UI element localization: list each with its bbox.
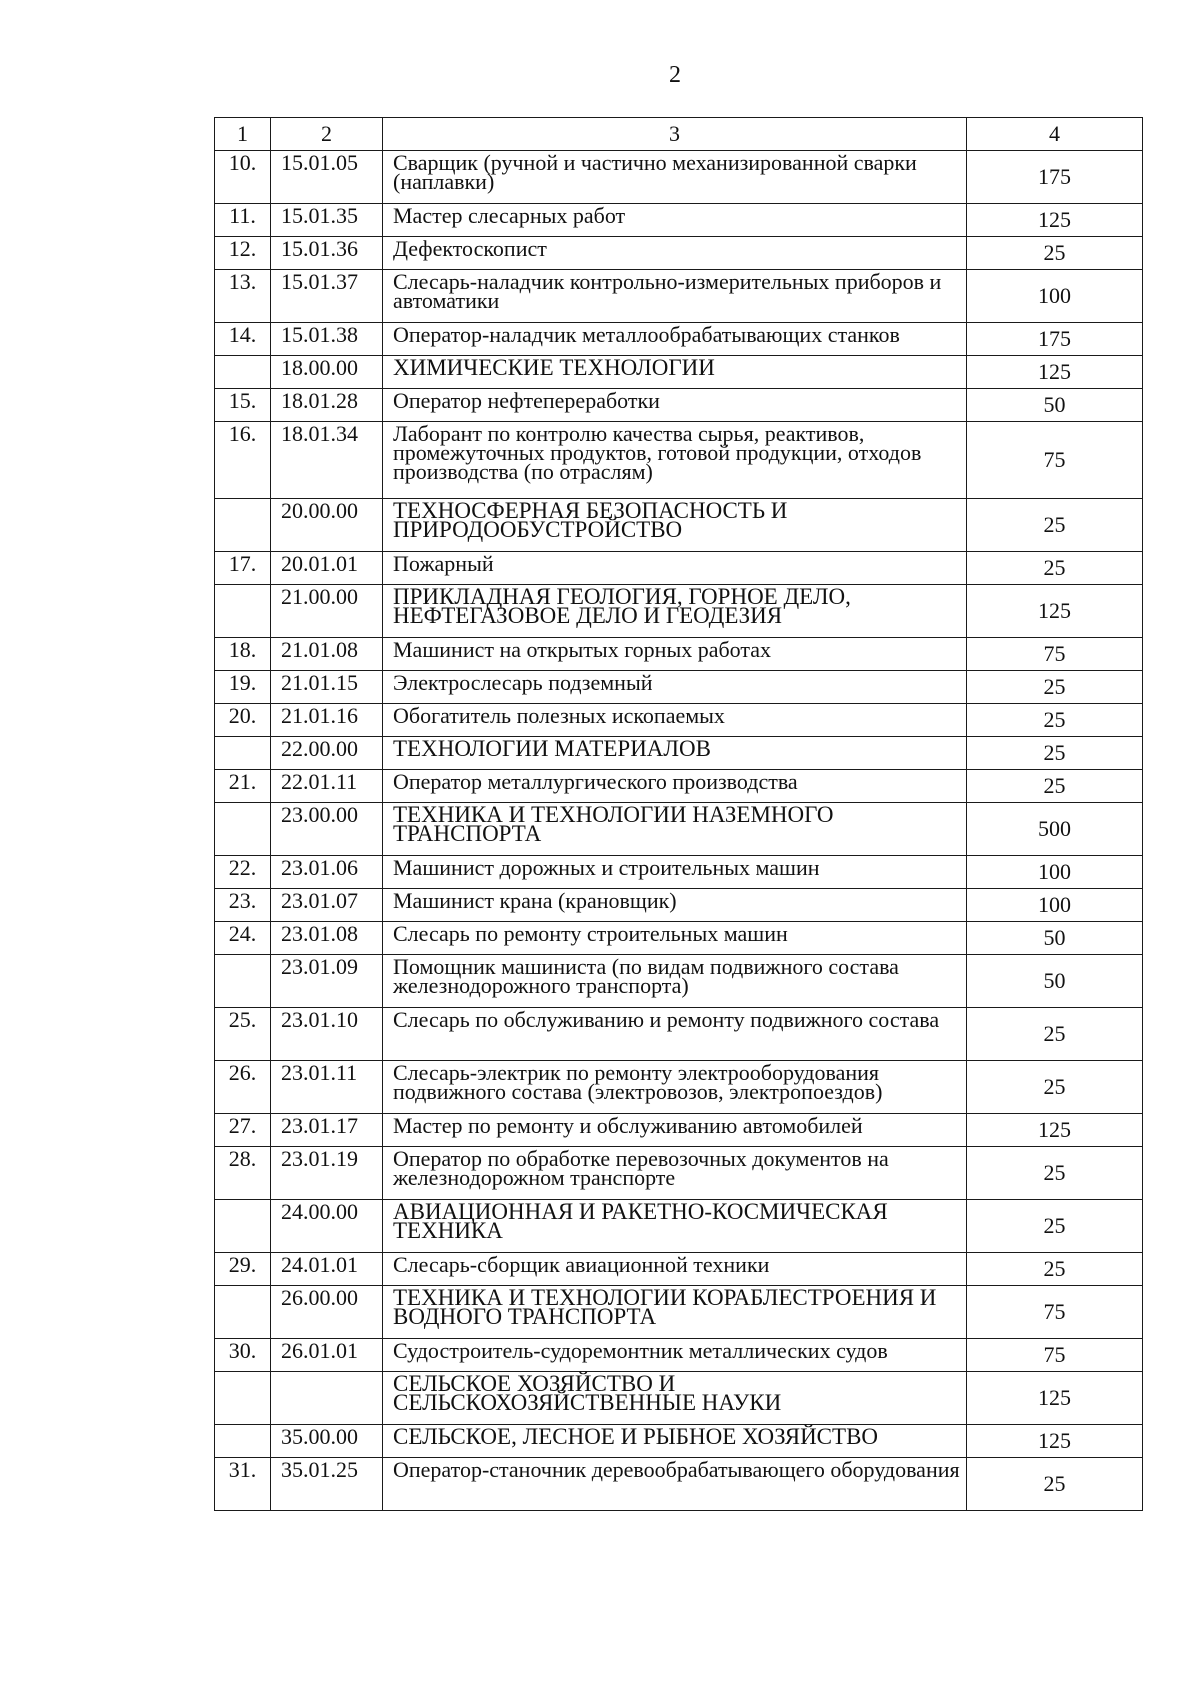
specialty-code-cell: 20.00.00 xyxy=(271,499,383,552)
quantity-cell: 25 xyxy=(967,552,1143,585)
specialty-code-cell: 23.01.19 xyxy=(271,1147,383,1200)
table-row xyxy=(215,552,1143,585)
specialty-code-cell: 21.00.00 xyxy=(271,585,383,638)
quantity-cell: 100 xyxy=(967,270,1143,323)
table-row xyxy=(215,422,1143,499)
quantity-cell: 25 xyxy=(967,1458,1143,1511)
specialty-code-cell: 22.01.11 xyxy=(271,770,383,803)
row-number-cell: 27. xyxy=(215,1114,271,1147)
row-number-cell xyxy=(215,356,271,389)
specialty-code-cell: 23.01.10 xyxy=(271,1008,383,1061)
quantity-cell: 75 xyxy=(967,1286,1143,1339)
row-number-cell: 20. xyxy=(215,704,271,737)
quantity-cell: 50 xyxy=(967,922,1143,955)
row-number-cell: 12. xyxy=(215,237,271,270)
table-row xyxy=(215,704,1143,737)
section-row xyxy=(215,356,1143,389)
table-header-row xyxy=(215,118,1143,151)
specialty-code-cell: 21.01.16 xyxy=(271,704,383,737)
table-row xyxy=(215,1253,1143,1286)
specialty-code-cell: 18.00.00 xyxy=(271,356,383,389)
table-row xyxy=(215,270,1143,323)
quantity-cell: 50 xyxy=(967,389,1143,422)
specialty-name-cell: Машинист крана (крановщик) xyxy=(383,889,967,922)
row-number-cell: 25. xyxy=(215,1008,271,1061)
specialties-table xyxy=(214,117,1143,1511)
table-row xyxy=(215,922,1143,955)
specialty-name-cell: Оператор по обработке перевозочных документов на железнодорожном транспорте xyxy=(383,1147,967,1200)
quantity-cell: 75 xyxy=(967,422,1143,499)
row-number-cell: 31. xyxy=(215,1458,271,1511)
specialty-name-cell: Машинист дорожных и строительных машин xyxy=(383,856,967,889)
specialty-code-cell: 21.01.08 xyxy=(271,638,383,671)
quantity-cell: 75 xyxy=(967,1339,1143,1372)
row-number-cell xyxy=(215,1286,271,1339)
table-row xyxy=(215,856,1143,889)
quantity-cell: 175 xyxy=(967,151,1143,204)
section-row xyxy=(215,585,1143,638)
specialty-name-cell: Дефектоскопист xyxy=(383,237,967,270)
quantity-cell: 100 xyxy=(967,856,1143,889)
quantity-cell: 25 xyxy=(967,770,1143,803)
quantity-cell: 100 xyxy=(967,889,1143,922)
table-row xyxy=(215,1114,1143,1147)
row-number-cell xyxy=(215,1200,271,1253)
specialty-code-cell xyxy=(271,1372,383,1425)
specialty-name-cell: Помощник машиниста (по видам подвижного состава железнодорожного транспорта) xyxy=(383,955,967,1008)
specialty-code-cell: 15.01.05 xyxy=(271,151,383,204)
row-number-cell: 13. xyxy=(215,270,271,323)
section-row xyxy=(215,1425,1143,1458)
specialty-code-cell: 23.01.09 xyxy=(271,955,383,1008)
specialty-code-cell: 26.00.00 xyxy=(271,1286,383,1339)
section-row xyxy=(215,1286,1143,1339)
quantity-cell: 25 xyxy=(967,1008,1143,1061)
specialty-name-cell: ТЕХНОСФЕРНАЯ БЕЗОПАСНОСТЬ И ПРИРОДООБУСТРОЙСТВО xyxy=(383,499,967,552)
row-number-cell: 18. xyxy=(215,638,271,671)
specialty-code-cell: 26.01.01 xyxy=(271,1339,383,1372)
specialty-name-cell: Слесарь-сборщик авиационной техники xyxy=(383,1253,967,1286)
quantity-cell: 175 xyxy=(967,323,1143,356)
section-row xyxy=(215,737,1143,770)
row-number-cell: 15. xyxy=(215,389,271,422)
section-row xyxy=(215,1200,1143,1253)
table-row xyxy=(215,151,1143,204)
quantity-cell: 25 xyxy=(967,1061,1143,1114)
row-number-cell: 23. xyxy=(215,889,271,922)
table-row xyxy=(215,770,1143,803)
specialty-name-cell: СЕЛЬСКОЕ ХОЗЯЙСТВО И СЕЛЬСКОХОЗЯЙСТВЕННЫЕ НАУКИ xyxy=(383,1372,967,1425)
specialty-name-cell: ТЕХНИКА И ТЕХНОЛОГИИ НАЗЕМНОГО ТРАНСПОРТА xyxy=(383,803,967,856)
row-number-cell: 17. xyxy=(215,552,271,585)
specialty-name-cell: Обогатитель полезных ископаемых xyxy=(383,704,967,737)
specialty-code-cell: 23.01.08 xyxy=(271,922,383,955)
row-number-cell: 30. xyxy=(215,1339,271,1372)
table-row xyxy=(215,671,1143,704)
specialty-name-cell: АВИАЦИОННАЯ И РАКЕТНО-КОСМИЧЕСКАЯ ТЕХНИКА xyxy=(383,1200,967,1253)
quantity-cell: 75 xyxy=(967,638,1143,671)
specialty-code-cell: 23.00.00 xyxy=(271,803,383,856)
row-number-cell: 22. xyxy=(215,856,271,889)
quantity-cell: 25 xyxy=(967,1253,1143,1286)
specialty-code-cell: 15.01.38 xyxy=(271,323,383,356)
specialty-name-cell: ПРИКЛАДНАЯ ГЕОЛОГИЯ, ГОРНОЕ ДЕЛО, НЕФТЕГАЗОВОЕ ДЕЛО И ГЕОДЕЗИЯ xyxy=(383,585,967,638)
specialty-code-cell: 35.01.25 xyxy=(271,1458,383,1511)
section-row xyxy=(215,803,1143,856)
quantity-cell: 125 xyxy=(967,356,1143,389)
specialty-code-cell: 15.01.37 xyxy=(271,270,383,323)
quantity-cell: 125 xyxy=(967,204,1143,237)
specialty-name-cell: СЕЛЬСКОЕ, ЛЕСНОЕ И РЫБНОЕ ХОЗЯЙСТВО xyxy=(383,1425,967,1458)
specialty-name-cell: Пожарный xyxy=(383,552,967,585)
header-col-3: 3 xyxy=(383,118,967,151)
row-number-cell: 29. xyxy=(215,1253,271,1286)
quantity-cell: 25 xyxy=(967,237,1143,270)
specialty-name-cell: ТЕХНОЛОГИИ МАТЕРИАЛОВ xyxy=(383,737,967,770)
specialty-code-cell: 35.00.00 xyxy=(271,1425,383,1458)
row-number-cell xyxy=(215,499,271,552)
quantity-cell: 125 xyxy=(967,585,1143,638)
page-number: 2 xyxy=(669,62,681,88)
quantity-cell: 50 xyxy=(967,955,1143,1008)
specialty-code-cell: 15.01.35 xyxy=(271,204,383,237)
quantity-cell: 125 xyxy=(967,1372,1143,1425)
row-number-cell xyxy=(215,737,271,770)
specialty-code-cell: 24.01.01 xyxy=(271,1253,383,1286)
specialty-name-cell: Судостроитель-судоремонтник металлических судов xyxy=(383,1339,967,1372)
specialty-code-cell: 22.00.00 xyxy=(271,737,383,770)
row-number-cell: 24. xyxy=(215,922,271,955)
table-row xyxy=(215,1339,1143,1372)
specialty-name-cell: ТЕХНИКА И ТЕХНОЛОГИИ КОРАБЛЕСТРОЕНИЯ И ВОДНОГО ТРАНСПОРТА xyxy=(383,1286,967,1339)
row-number-cell xyxy=(215,585,271,638)
specialty-name-cell: Сварщик (ручной и частично механизированной сварки (наплавки) xyxy=(383,151,967,204)
specialty-name-cell: Машинист на открытых горных работах xyxy=(383,638,967,671)
quantity-cell: 500 xyxy=(967,803,1143,856)
quantity-cell: 25 xyxy=(967,671,1143,704)
table-row xyxy=(215,204,1143,237)
specialty-name-cell: Электрослесарь подземный xyxy=(383,671,967,704)
table-row xyxy=(215,389,1143,422)
header-col-4: 4 xyxy=(967,118,1143,151)
row-number-cell xyxy=(215,1372,271,1425)
table-row xyxy=(215,955,1143,1008)
specialty-code-cell: 23.01.07 xyxy=(271,889,383,922)
specialty-name-cell: Слесарь по ремонту строительных машин xyxy=(383,922,967,955)
specialty-name-cell: Оператор нефтепереработки xyxy=(383,389,967,422)
row-number-cell: 19. xyxy=(215,671,271,704)
table-row xyxy=(215,1061,1143,1114)
row-number-cell: 10. xyxy=(215,151,271,204)
specialty-name-cell: Лаборант по контролю качества сырья, реактивов, промежуточных продуктов, готовой продукции, отходов производства (по отраслям) xyxy=(383,422,967,499)
specialty-name-cell: Оператор металлургического производства xyxy=(383,770,967,803)
table-row xyxy=(215,1147,1143,1200)
table-row xyxy=(215,323,1143,356)
quantity-cell: 125 xyxy=(967,1114,1143,1147)
row-number-cell xyxy=(215,1425,271,1458)
specialty-code-cell: 18.01.28 xyxy=(271,389,383,422)
table-row xyxy=(215,889,1143,922)
section-row xyxy=(215,1372,1143,1425)
section-row xyxy=(215,499,1143,552)
specialty-code-cell: 23.01.06 xyxy=(271,856,383,889)
table-row xyxy=(215,638,1143,671)
row-number-cell: 11. xyxy=(215,204,271,237)
specialty-name-cell: Мастер по ремонту и обслуживанию автомобилей xyxy=(383,1114,967,1147)
specialty-code-cell: 23.01.11 xyxy=(271,1061,383,1114)
specialty-name-cell: Мастер слесарных работ xyxy=(383,204,967,237)
quantity-cell: 25 xyxy=(967,1200,1143,1253)
row-number-cell: 26. xyxy=(215,1061,271,1114)
row-number-cell: 21. xyxy=(215,770,271,803)
specialty-code-cell: 23.01.17 xyxy=(271,1114,383,1147)
table-row xyxy=(215,1458,1143,1511)
row-number-cell: 16. xyxy=(215,422,271,499)
header-col-2: 2 xyxy=(271,118,383,151)
specialty-name-cell: Оператор-станочник деревообрабатывающего оборудования xyxy=(383,1458,967,1511)
specialty-name-cell: Слесарь-электрик по ремонту электрооборудования подвижного состава (электровозов, электропоездов) xyxy=(383,1061,967,1114)
header-col-1: 1 xyxy=(215,118,271,151)
row-number-cell xyxy=(215,803,271,856)
quantity-cell: 25 xyxy=(967,704,1143,737)
specialty-code-cell: 20.01.01 xyxy=(271,552,383,585)
quantity-cell: 25 xyxy=(967,1147,1143,1200)
specialty-code-cell: 18.01.34 xyxy=(271,422,383,499)
specialty-name-cell: Слесарь-наладчик контрольно-измерительных приборов и автоматики xyxy=(383,270,967,323)
specialty-name-cell: ХИМИЧЕСКИЕ ТЕХНОЛОГИИ xyxy=(383,356,967,389)
table-row xyxy=(215,237,1143,270)
specialty-code-cell: 15.01.36 xyxy=(271,237,383,270)
table-row xyxy=(215,1008,1143,1061)
specialty-name-cell: Слесарь по обслуживанию и ремонту подвижного состава xyxy=(383,1008,967,1061)
row-number-cell: 28. xyxy=(215,1147,271,1200)
row-number-cell xyxy=(215,955,271,1008)
specialty-code-cell: 24.00.00 xyxy=(271,1200,383,1253)
quantity-cell: 25 xyxy=(967,737,1143,770)
quantity-cell: 25 xyxy=(967,499,1143,552)
table-body xyxy=(215,118,1143,1511)
specialty-name-cell: Оператор-наладчик металлообрабатывающих станков xyxy=(383,323,967,356)
row-number-cell: 14. xyxy=(215,323,271,356)
quantity-cell: 125 xyxy=(967,1425,1143,1458)
specialty-code-cell: 21.01.15 xyxy=(271,671,383,704)
